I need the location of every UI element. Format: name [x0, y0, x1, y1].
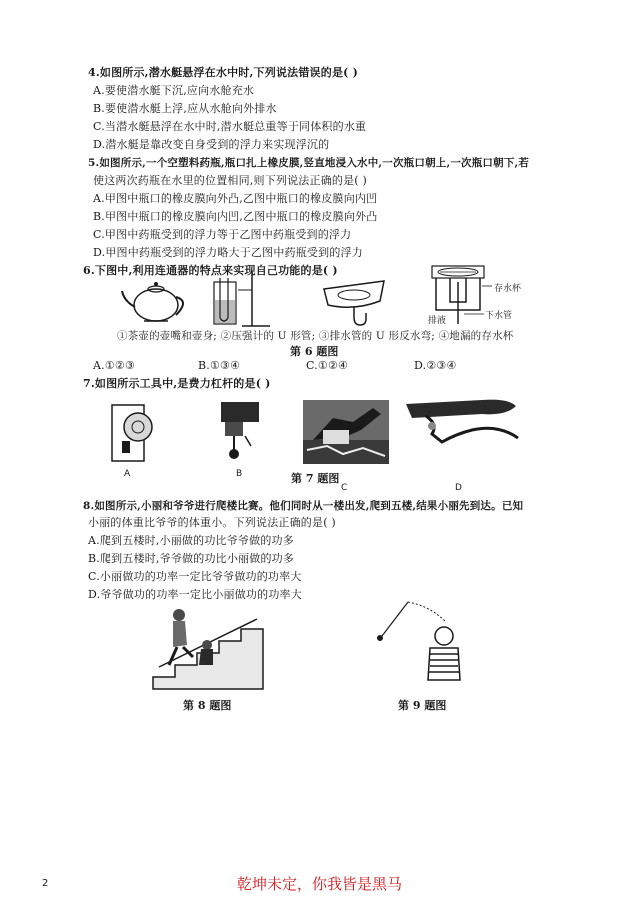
q7-label-a: A: [124, 469, 131, 479]
q4-option-c: C.当潜水艇悬浮在水中时,潜水艇总重等于同体积的水重: [93, 120, 367, 133]
q6-option-d: D.②③④: [414, 359, 457, 372]
q8-figure-title: 第 8 题图: [183, 699, 232, 712]
q5-option-b: B.甲图中瓶口的橡皮膜向内凹,乙图中瓶口的橡皮膜向外凸: [93, 210, 378, 223]
q7-label-d: D: [455, 483, 462, 493]
brake-lever-figure: [402, 398, 522, 448]
q8-option-d: D.爷爷做功的功率一定比小丽做功的功率大: [88, 588, 302, 601]
q6-figure-caption: ①茶壶的壶嘴和壶身; ②压强计的 U 形管; ③排水管的 U 形反水弯; ④地漏的存水杯: [117, 330, 514, 342]
q7-label-b: B: [236, 469, 243, 479]
doorknob-figure: [108, 403, 158, 463]
q7-stem: 7.如图所示工具中,是费力杠杆的是( ): [83, 377, 271, 390]
q4-option-b: B.要使潜水艇上浮,应从水舱向外排水: [93, 102, 277, 115]
q4-stem: 4.如图所示,潜水艇悬浮在水中时,下列说法错误的是( ): [88, 66, 358, 79]
u-tube-manometer-figure: [208, 268, 278, 330]
q8-stem-line2: 小丽的体重比爷爷的体重小。下列说法正确的是( ): [88, 516, 336, 529]
q8-option-c: C.小丽做功的功率一定比爷爷做功的功率大: [88, 570, 302, 583]
q9-figure-title: 第 9 题图: [398, 699, 447, 712]
q5-stem-line1: 5.如图所示,一个空塑料药瓶,瓶口扎上橡皮膜,竖直地浸入水中,一次瓶口朝上,一次瓶口朝下,若: [88, 157, 530, 169]
sink-u-bend-figure: [320, 275, 390, 330]
drain-label-down-pipe: 下水管: [485, 311, 513, 321]
q8-option-b: B.爬到五楼时,爷爷做的功比小丽做的功多: [88, 552, 295, 565]
q8-stem-line1: 8.如图所示,小丽和爷爷进行爬楼比赛。他们同时从一楼出发,爬到五楼,结果小丽先到达。已知: [83, 500, 524, 512]
teapot-figure: [118, 275, 198, 325]
q4-option-d: D.潜水艇是靠改变自身受到的浮力来实现浮沉的: [93, 138, 330, 151]
q5-option-c: C.甲图中药瓶受到的浮力等于乙图中药瓶受到的浮力: [93, 228, 352, 241]
q5-stem-line2: 使这两次药瓶在水里的位置相同,则下列说法正确的是( ): [93, 174, 367, 187]
q6-option-b: B.①③④: [198, 359, 241, 372]
q5-option-a: A.甲图中瓶口的橡皮膜向外凸,乙图中瓶口的橡皮膜向内凹: [93, 192, 378, 205]
drain-label-water-cup: 存水杯: [494, 284, 522, 294]
pulley-hoist-figure: [215, 400, 265, 464]
q6-option-a: A.①②③: [93, 359, 136, 372]
page-number: 2: [42, 878, 49, 889]
footer-motto: 乾坤未定，你我皆是黑马: [237, 875, 403, 893]
q4-option-a: A.要使潜水艇下沉,应向水舱充水: [93, 84, 255, 97]
q7-label-c: C: [341, 483, 348, 493]
q6-figure-title: 第 6 题图: [290, 345, 339, 358]
stair-climbing-figure: [153, 605, 273, 695]
q6-option-c: C.①②④: [306, 359, 349, 372]
pendulum-boy-figure: [372, 598, 482, 688]
q5-option-d: D.甲图中药瓶受到的浮力略大于乙图中药瓶受到的浮力: [93, 246, 363, 259]
q8-option-a: A.爬到五楼时,小丽做的功比爷爷做的功多: [88, 534, 294, 547]
drain-label-drain: 排液: [428, 316, 447, 326]
q6-stem: 6.下图中,利用连通器的特点来实现自己功能的是( ): [83, 264, 338, 277]
q7-figure-title: 第 7 题图: [291, 472, 340, 485]
excavator-figure: [303, 400, 389, 464]
